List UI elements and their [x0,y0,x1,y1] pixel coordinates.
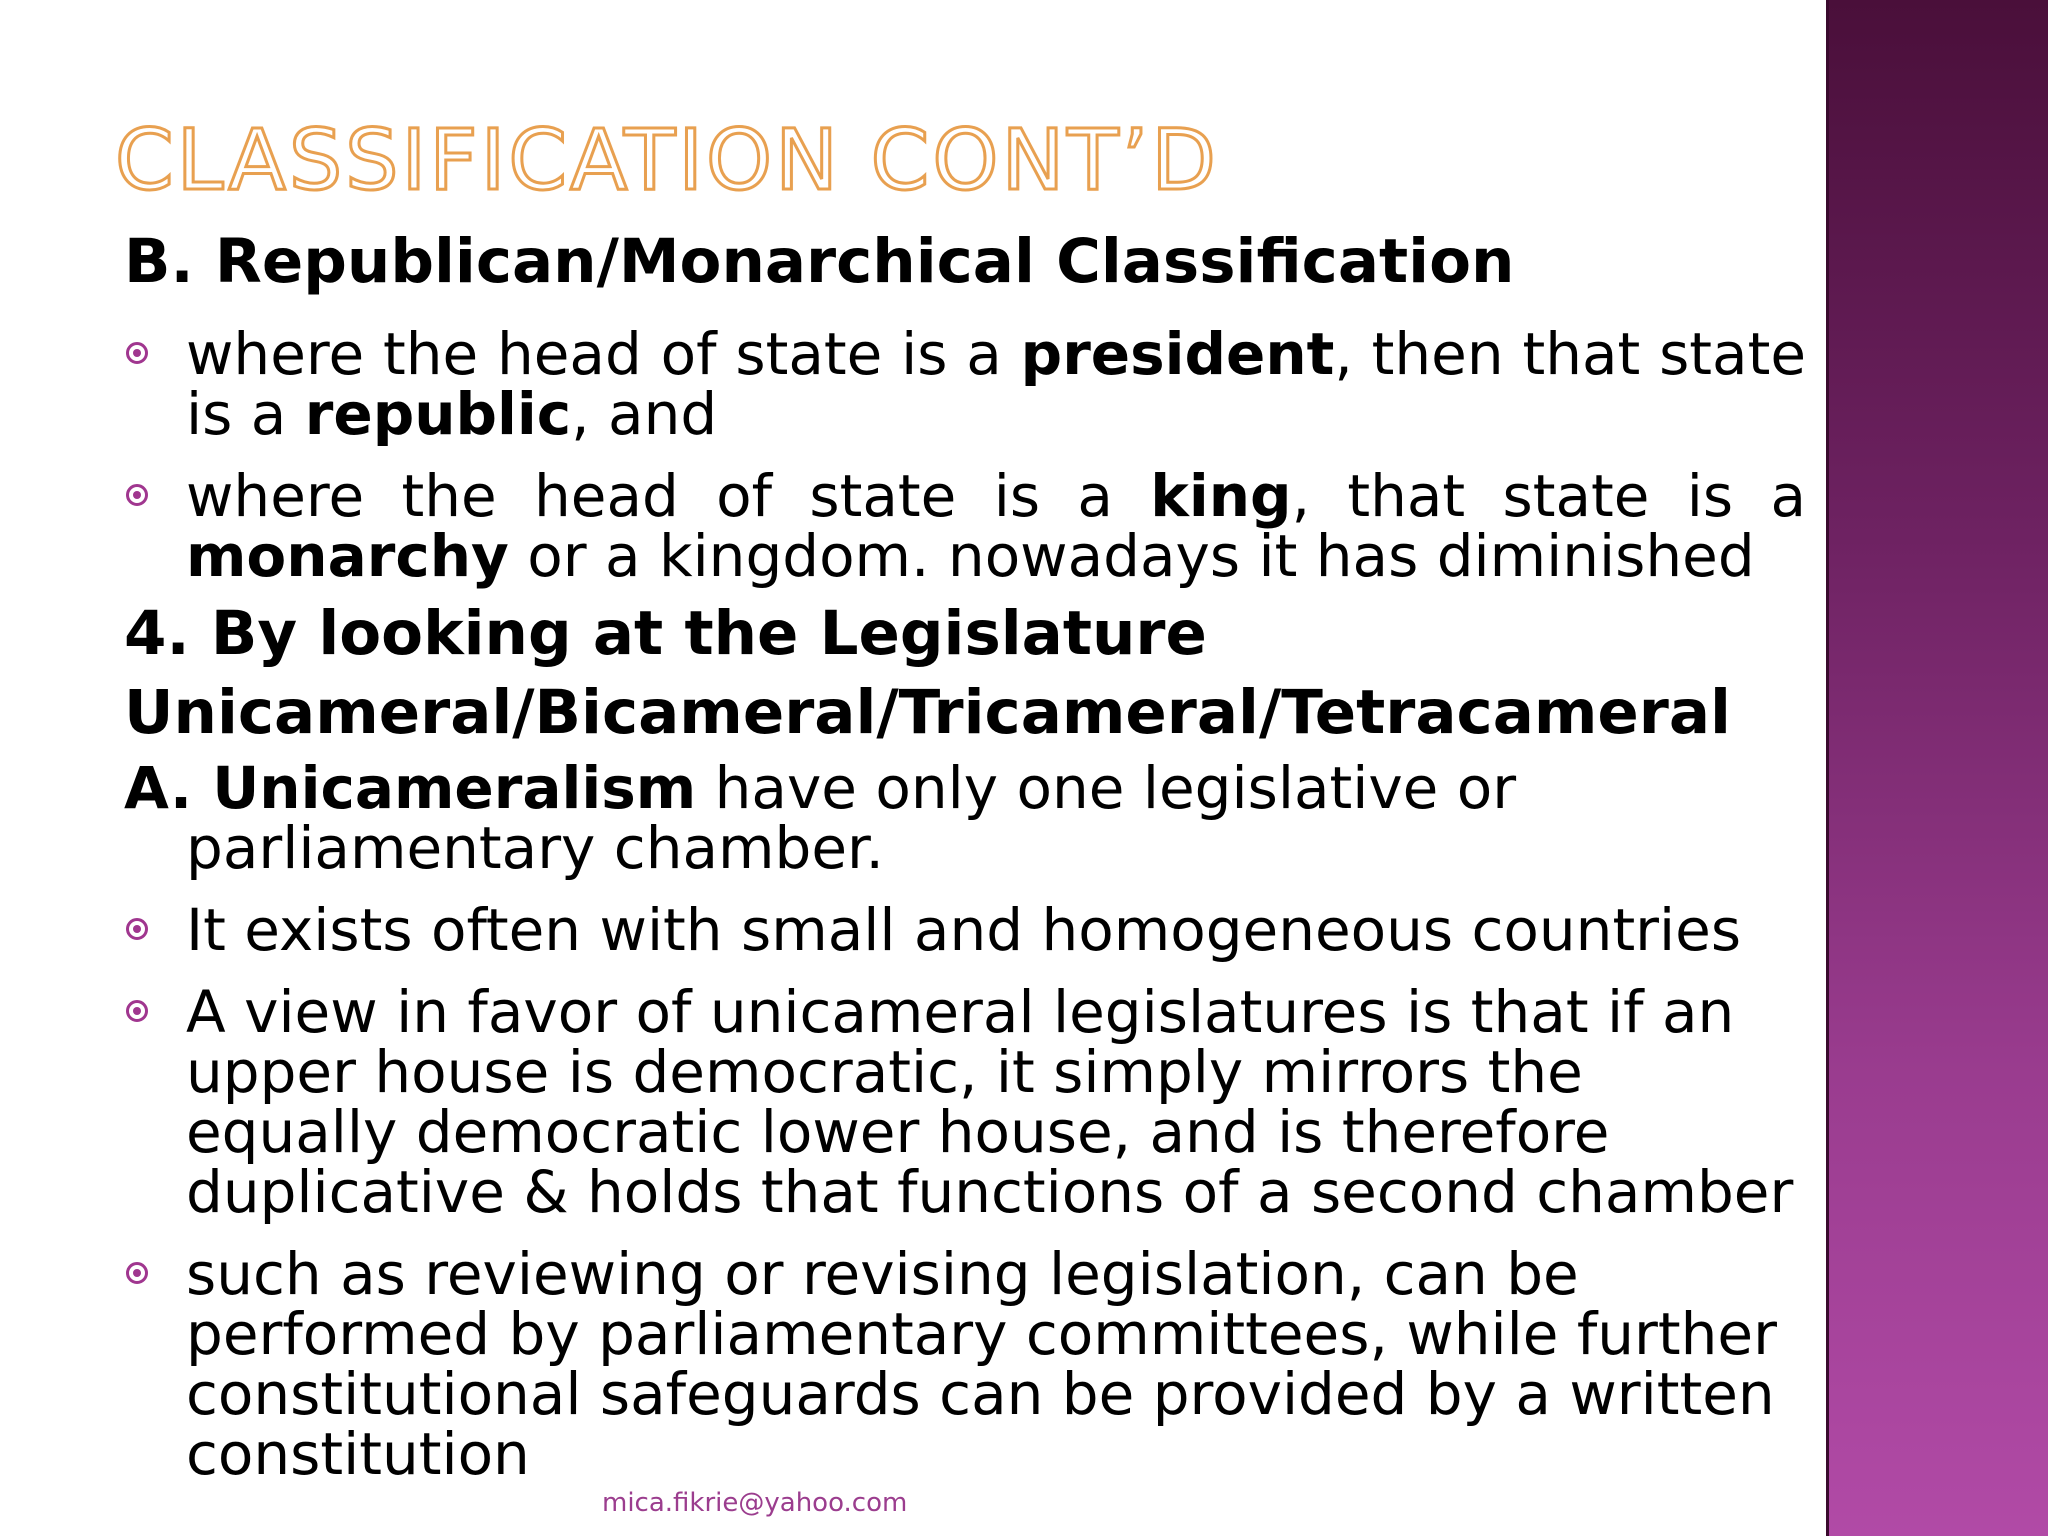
heading-legislature: 4. By looking at the Legislature [124,598,1207,669]
bullet-text: or a kingdom. nowadays it has diminished [508,522,1755,590]
bullet-text: A view in favor of unicameral legislatures is that if an upper house is democratic, it simply mirrors the equally democratic lower house, and is therefore duplicative & holds that functions of a second chamber [186,978,1794,1226]
bullet-text: where the head of state is a [186,462,1151,530]
bullet-text: , that state is a [1291,462,1806,530]
bold-monarchy: monarchy [186,522,509,590]
slide-content [124,222,1806,1488]
bullet-text: where the head of state is a [186,320,1021,388]
circle-dot-bullet-icon [126,1262,148,1284]
bold-republic: republic [304,380,572,448]
heading-cameral-types: Unicameral/Bicameral/Tricameral/Tetracameral [124,677,1731,748]
bullet-small-countries [124,896,1804,964]
bold-president: president [1020,320,1335,388]
slide-title: CLASSIFICATION CONT’D [115,111,1219,209]
bullet-text: such as reviewing or revising legislation, can be performed by parliamentary committees, while further constitutional safeguards can be provided by a written constitution [186,1240,1777,1488]
circle-dot-bullet-icon [126,342,148,364]
circle-dot-bullet-icon [126,918,148,940]
bold-unicameralism: A. Unicameralism [124,754,697,822]
bullet-text: It exists often with small and homogeneous countries [186,896,1742,964]
bullet-unicameral-view [124,978,1804,1226]
bullet-king-monarchy [124,462,1806,590]
sidebar-edge [1826,0,1829,1536]
bullet-president-republic [124,320,1806,448]
footer-email: mica.fikrie@yahoo.com [602,1488,908,1518]
para-unicameralism [124,754,1804,882]
circle-dot-bullet-icon [126,484,148,506]
circle-dot-bullet-icon [126,1000,148,1022]
bullet-text: , then that state is a [186,320,1806,448]
decorative-sidebar [1826,0,2048,1536]
bold-king: king [1150,462,1292,530]
para-text: have only one legislative or parliamentary chamber. [186,754,1517,882]
bullet-reviewing-legislation [124,1240,1804,1488]
heading-republican-monarchical: B. Republican/Monarchical Classification [124,226,1515,297]
bullet-text: , and [571,380,718,448]
